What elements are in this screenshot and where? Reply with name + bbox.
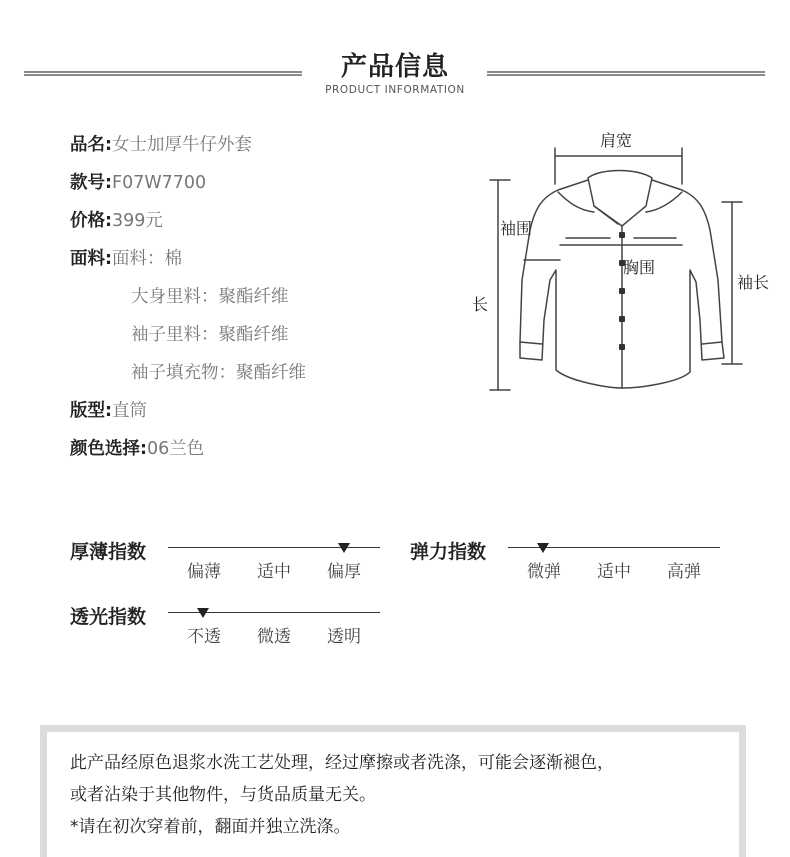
- elasticity-title: 弹力指数: [410, 541, 487, 563]
- sku-value: F07W7700: [112, 173, 207, 193]
- thickness-option: 偏薄: [187, 562, 221, 582]
- color-label: 颜色选择:: [70, 439, 147, 459]
- fit-value: 直筒: [112, 401, 147, 421]
- color-value: 06兰色: [147, 439, 205, 459]
- sleeve-circumference-label: 袖围: [500, 219, 533, 238]
- elasticity-marker: [537, 543, 549, 553]
- transparency-title: 透光指数: [70, 606, 147, 628]
- fit-label: 版型:: [70, 401, 112, 421]
- info-price: [70, 209, 163, 233]
- thickness-title: 厚薄指数: [70, 541, 147, 563]
- notice-line-3: *请在初次穿着前，翻面并独立洗涤。: [70, 817, 351, 837]
- notice-line-1: 此产品经原色退浆水洗工艺处理，经过摩擦或者洗涤，可能会逐渐褪色，: [70, 753, 614, 773]
- shoulder-label: 肩宽: [600, 131, 633, 150]
- transparency-option: 透明: [327, 627, 361, 647]
- transparency-marker: [197, 608, 209, 618]
- price-value: 399元: [112, 211, 163, 231]
- name-value: 女士加厚牛仔外套: [112, 135, 252, 155]
- thickness-option: 适中: [257, 562, 291, 582]
- fabric-line: 袖子填充物：聚酯纤维: [131, 363, 306, 383]
- thickness-option: 偏厚: [327, 562, 361, 582]
- sku-label: 款号:: [70, 173, 112, 193]
- fabric-line: 袖子里料：聚酯纤维: [131, 325, 289, 345]
- section-title: 产品信息: [340, 52, 449, 82]
- elasticity-option: 适中: [597, 562, 631, 582]
- info-fabric-line-2: [131, 285, 289, 309]
- shirt-diagram: [460, 120, 780, 400]
- section-subtitle: PRODUCT INFORMATION: [325, 84, 465, 96]
- info-fabric-line-3: [131, 323, 289, 347]
- name-label: 品名:: [70, 135, 112, 155]
- info-name: [70, 133, 252, 157]
- sleeve-length-label: 袖长: [737, 273, 770, 292]
- notice-line-2: 或者沾染于其他物件，与货品质量无关。: [70, 785, 376, 805]
- elasticity-option: 微弹: [527, 562, 561, 582]
- chest-label: 胸围: [623, 258, 656, 277]
- price-label: 价格:: [70, 211, 112, 231]
- info-color: [70, 437, 204, 461]
- info-fabric: [70, 247, 182, 271]
- thickness-marker: [338, 543, 350, 553]
- transparency-option: 不透: [187, 627, 221, 647]
- info-sku: [70, 171, 206, 195]
- elasticity-option: 高弹: [667, 562, 701, 582]
- fabric-label: 面料:: [70, 249, 112, 269]
- transparency-option: 微透: [257, 627, 291, 647]
- fabric-line: 面料：棉: [112, 249, 182, 269]
- fabric-line: 大身里料：聚酯纤维: [131, 287, 289, 307]
- info-fit: [70, 399, 147, 423]
- length-label: 长: [472, 295, 489, 314]
- info-fabric-line-4: [131, 361, 306, 385]
